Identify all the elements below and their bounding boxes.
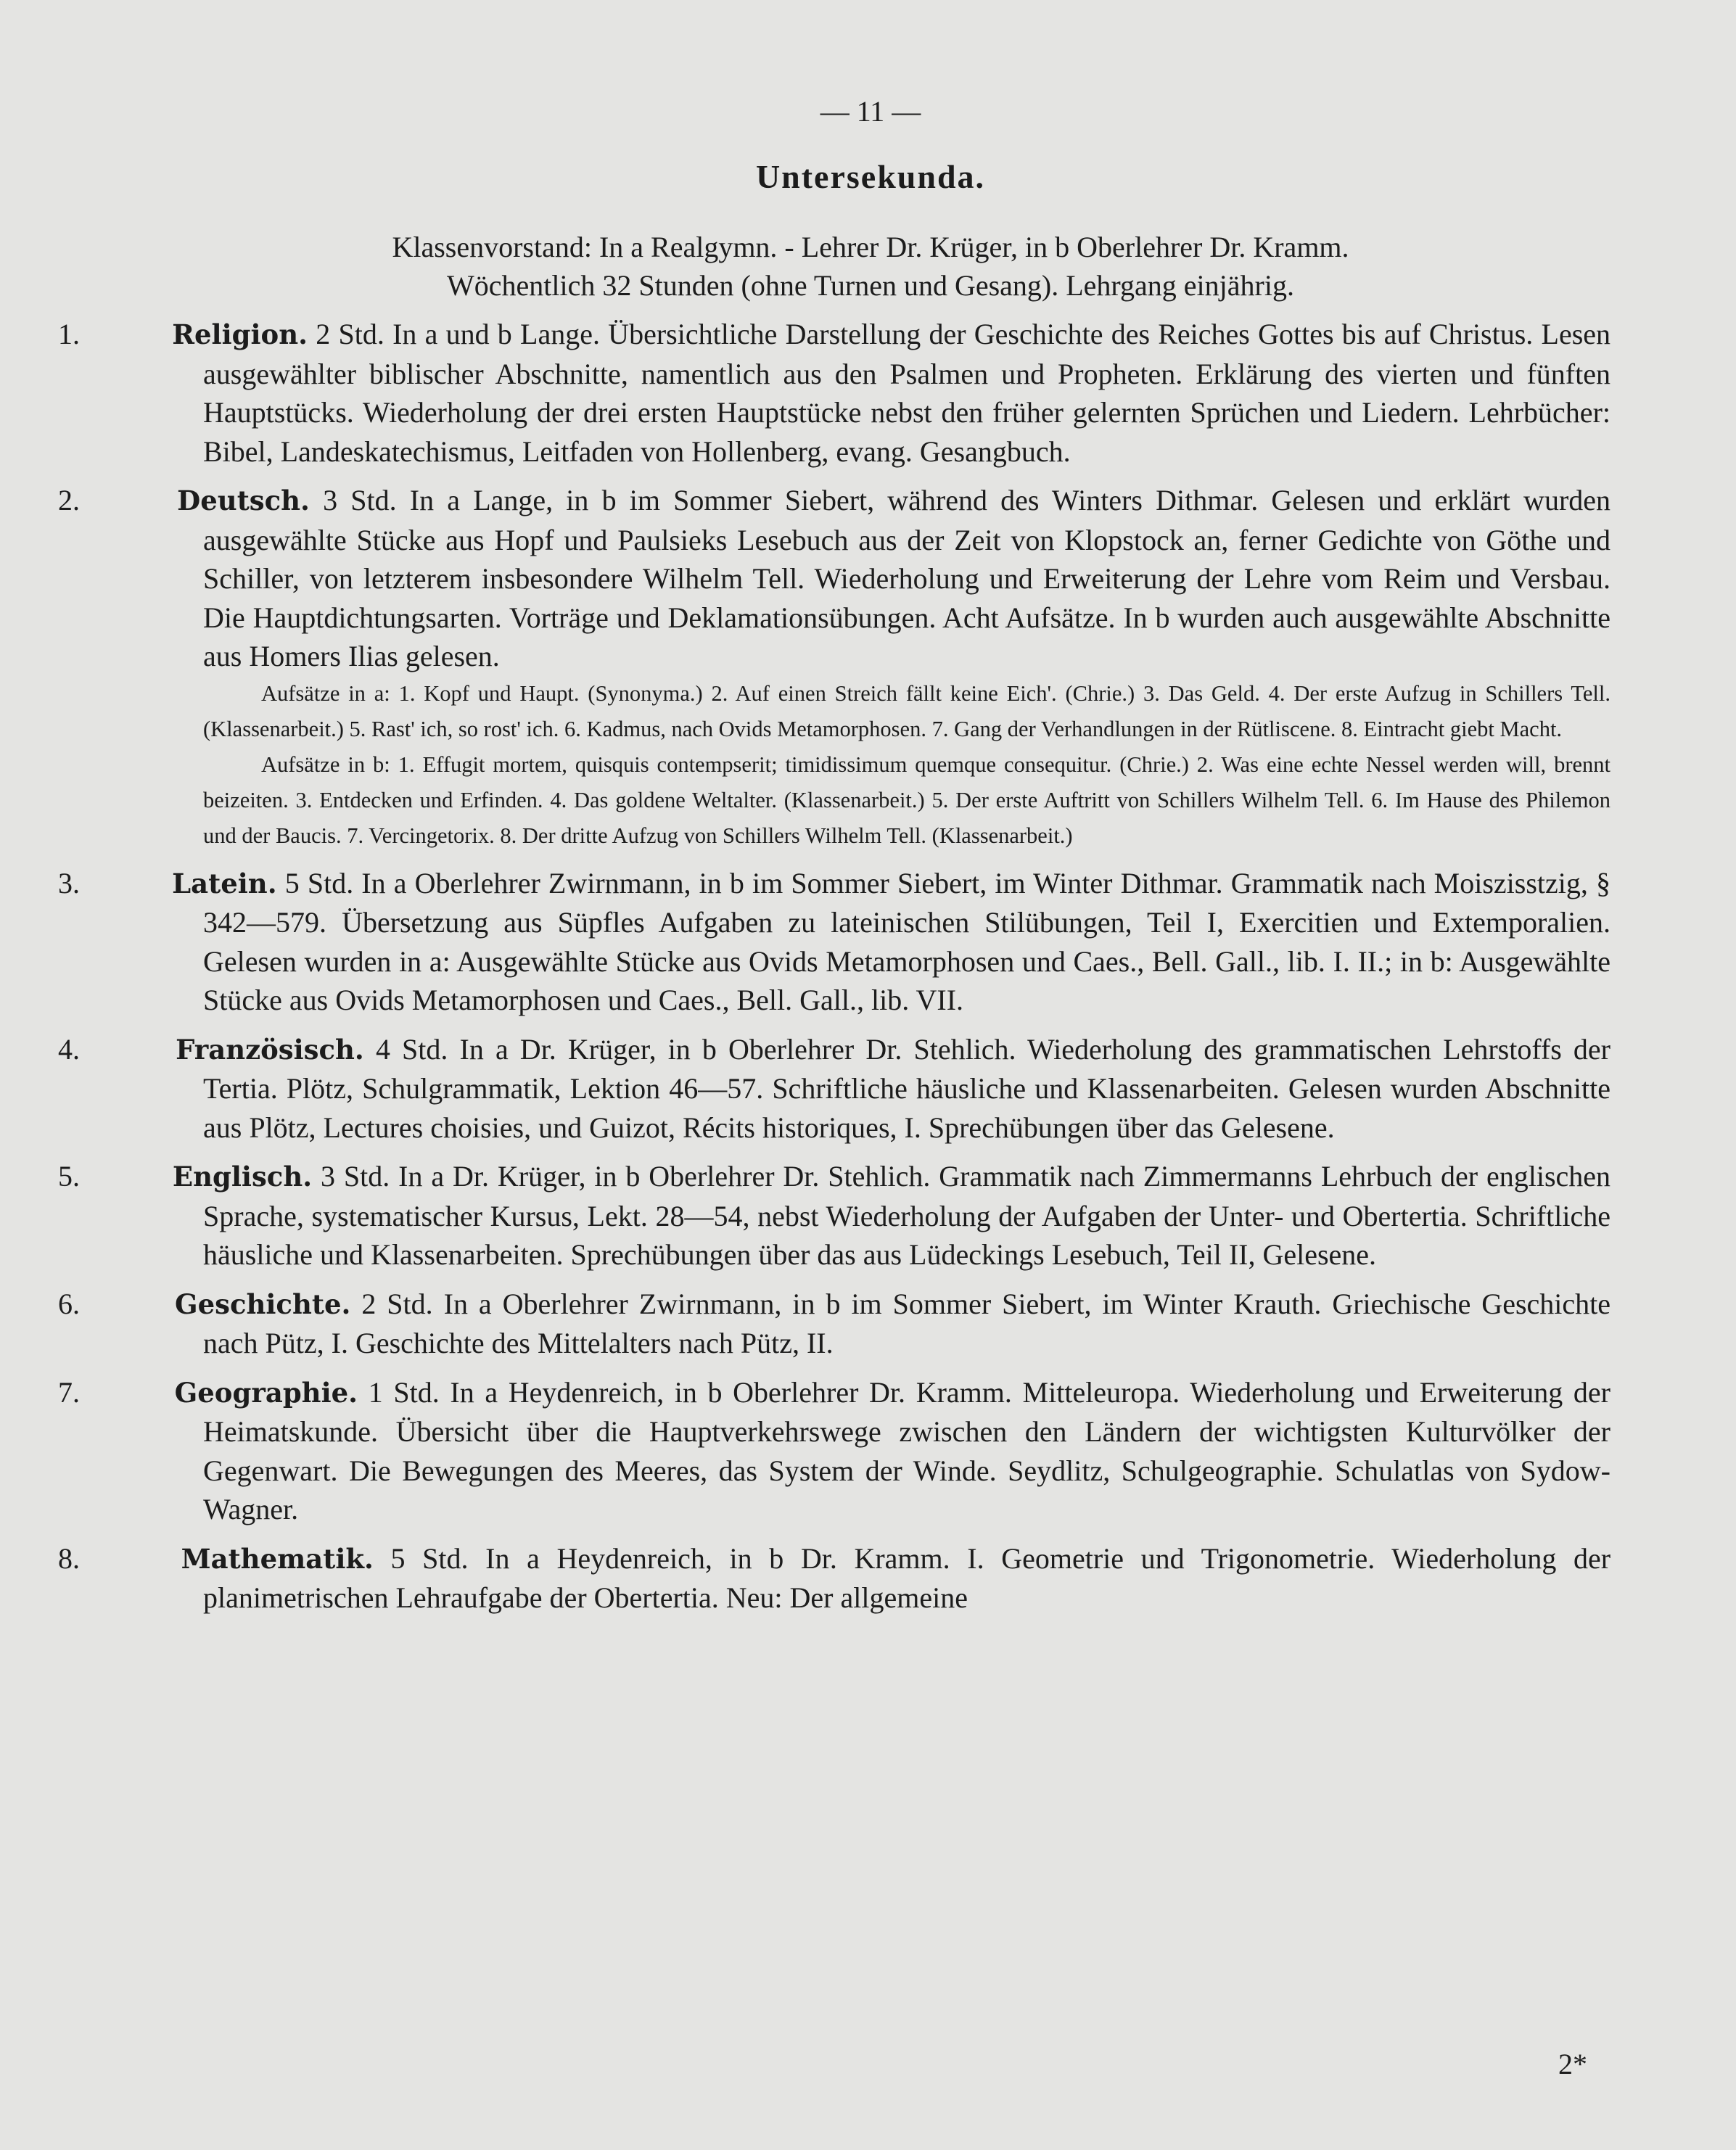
- section-text: 3 Std. In a Dr. Krüger, in b Oberlehrer Dr. Stehlich. Grammatik nach Zimmermanns Lehrbuch der englischen Sprache, systematischer Kursus, Lekt. 28—54, nebst Wiederholung der Aufgaben der Unter- und Obertertia. Schriftliche häusliche und Klassenarbeiten. Sprechübungen über das aus Lüdeckings Lesebuch, Teil II, Gelesene.: [203, 1160, 1611, 1271]
- section-heading: Geschichte.: [174, 1288, 351, 1320]
- essay-list: [131, 676, 1610, 854]
- section-heading: Religion.: [172, 318, 308, 350]
- section-text: 5 Std. In a Heydenreich, in b Dr. Kramm. I. Geometrie und Trigonometrie. Wiederholung der planimetrischen Lehraufgabe der Obertertia. Neu: Der allgemeine: [203, 1541, 1611, 1614]
- section-number: 3.: [58, 866, 80, 899]
- page-title: Untersekunda.: [755, 158, 986, 195]
- section-number: 4.: [58, 1032, 80, 1066]
- section-heading: Mathematik.: [181, 1542, 374, 1575]
- section-text: 5 Std. In a Oberlehrer Zwirnmann, in b im Sommer Siebert, im Winter Dithmar. Grammatik nach Moiszisstzig, § 342—579. Übersetzung aus Süpfles Aufgaben zu lateinischen Stilübungen, Teil I, Exercitien und Extemporalien. Gelesen wurden in a: Ausgewählte Stücke aus Ovids Metamorphosen und Caes., Bell. Gall., lib. I. II.; in b: Ausgewählte Stücke aus Ovids Metamorphosen und Caes., Bell. Gall., lib. VII.: [203, 866, 1611, 1016]
- essays-b: Aufsätze in b: 1. Effugit mortem, quisquis contempserit; timidissimum quemque consequitur. (Chrie.) 2. Was eine echte Nessel werden will, brennt beizeiten. 3. Entdecken und Erfinden. 4. Das goldene Weltalter. (Klassenarbeit.) 5. Der erste Auftritt von Schillers Wilhelm Tell. 6. Im Hause des Philemon und der Baucis. 7. Vercingetorix. 8. Der dritte Aufzug von Schillers Wilhelm Tell. (Klassenarbeit.): [203, 751, 1610, 848]
- section-religion: [58, 315, 1611, 471]
- section-number: 1.: [58, 318, 80, 350]
- section-number: 8.: [58, 1541, 80, 1575]
- section-number: 6.: [58, 1287, 80, 1320]
- section-text: 1 Std. In a Heydenreich, in b Oberlehrer Dr. Kramm. Mitteleuropa. Wiederholung und Erweiterung der Heimatskunde. Übersicht über die Hauptverkehrswege zwischen den Ländern der wichtigsten Kulturvölker der Gegenwart. Die Bewegungen des Meeres, das System der Winde. Seydlitz, Schulgeographie. Schulatlas von Sydow-Wagner.: [203, 1375, 1610, 1525]
- section-latein: [58, 864, 1611, 1020]
- section-mathematik: [58, 1539, 1611, 1618]
- document-body: [58, 94, 1611, 1618]
- section-text: 2 Std. In a und b Lange. Übersichtliche Darstellung der Geschichte des Reiches Gottes bis auf Christus. Lesen ausgewählter biblischer Abschnitte, namentlich aus den Psalmen und Propheten. Erklärung des vierten und fünften Hauptstücks. Wiederholung der drei ersten Hauptstücke nebst den früher gelernten Sprüchen und Liedern. Lehrbücher: Bibel, Landeskatechismus, Leitfaden von Hollenberg, evang. Gesangbuch.: [203, 318, 1611, 468]
- section-number: 5.: [58, 1160, 80, 1193]
- section-geographie: [58, 1373, 1610, 1529]
- section-heading: Latein.: [172, 867, 277, 899]
- section-heading: Französisch.: [176, 1033, 364, 1066]
- section-geschichte: [58, 1285, 1610, 1363]
- section-number: 2.: [58, 484, 80, 516]
- class-info: [131, 228, 1610, 305]
- section-heading: Deutsch.: [177, 485, 310, 516]
- section-englisch: [58, 1157, 1611, 1274]
- section-text: 3 Std. In a Lange, in b im Sommer Siebert, während des Winters Dithmar. Gelesen und erklärt wurden ausgewählte Stücke aus Hopf und Paulsieks Lesebuch aus der Zeit von Klopstock an, ferner Gedichte von Göthe und Schiller, von letzterem insbesondere Wilhelm Tell. Wiederholung und Erweiterung der Lehre vom Reim und Versbau. Die Hauptdichtungsarten. Vorträge und Deklamationsübungen. Acht Aufsätze. In b wurden auch ausgewählte Abschnitte aus Homers Ilias gelesen.: [203, 484, 1611, 672]
- page-number: — 11 —: [820, 95, 921, 128]
- section-heading: Englisch.: [172, 1161, 313, 1193]
- section-heading: Geographie.: [174, 1376, 358, 1409]
- essays-a: Aufsätze in a: 1. Kopf und Haupt. (Synonyma.) 2. Auf einen Streich fällt keine Eich'. (Chrie.) 3. Das Geld. 4. Der erste Aufzug in Schillers Tell. (Klassenarbeit.) 5. Rast' ich, so rost' ich. 6. Kadmus, nach Ovids Metamorphosen. 7. Gang der Verhandlungen in der Rütliscene. 8. Eintracht giebt Macht.: [203, 680, 1610, 741]
- section-deutsch: [58, 481, 1611, 676]
- section-number: 7.: [58, 1375, 80, 1409]
- signature-mark: 2*: [1558, 2048, 1587, 2080]
- class-teacher-line: Klassenvorstand: In a Realgymn. - Lehrer Dr. Krüger, in b Oberlehrer Dr. Kramm.: [392, 231, 1349, 263]
- section-text: 2 Std. In a Oberlehrer Zwirnmann, in b im Sommer Siebert, im Winter Krauth. Griechische Geschichte nach Pütz, I. Geschichte des Mittelalters nach Pütz, II.: [203, 1287, 1610, 1359]
- hours-line: Wöchentlich 32 Stunden (ohne Turnen und Gesang). Lehrgang einjährig.: [447, 269, 1294, 302]
- section-franzoesisch: [58, 1030, 1610, 1148]
- section-text: 4 Std. In a Dr. Krüger, in b Oberlehrer Dr. Stehlich. Wiederholung des grammatischen Lehrstoffs der Tertia. Plötz, Schulgrammatik, Lektion 46—57. Schriftliche häusliche und Klassenarbeiten. Gelesen wurden Abschnitte aus Plötz, Lectures choisies, und Guizot, Récits historiques, I. Sprechübungen über das Gelesene.: [203, 1032, 1610, 1144]
